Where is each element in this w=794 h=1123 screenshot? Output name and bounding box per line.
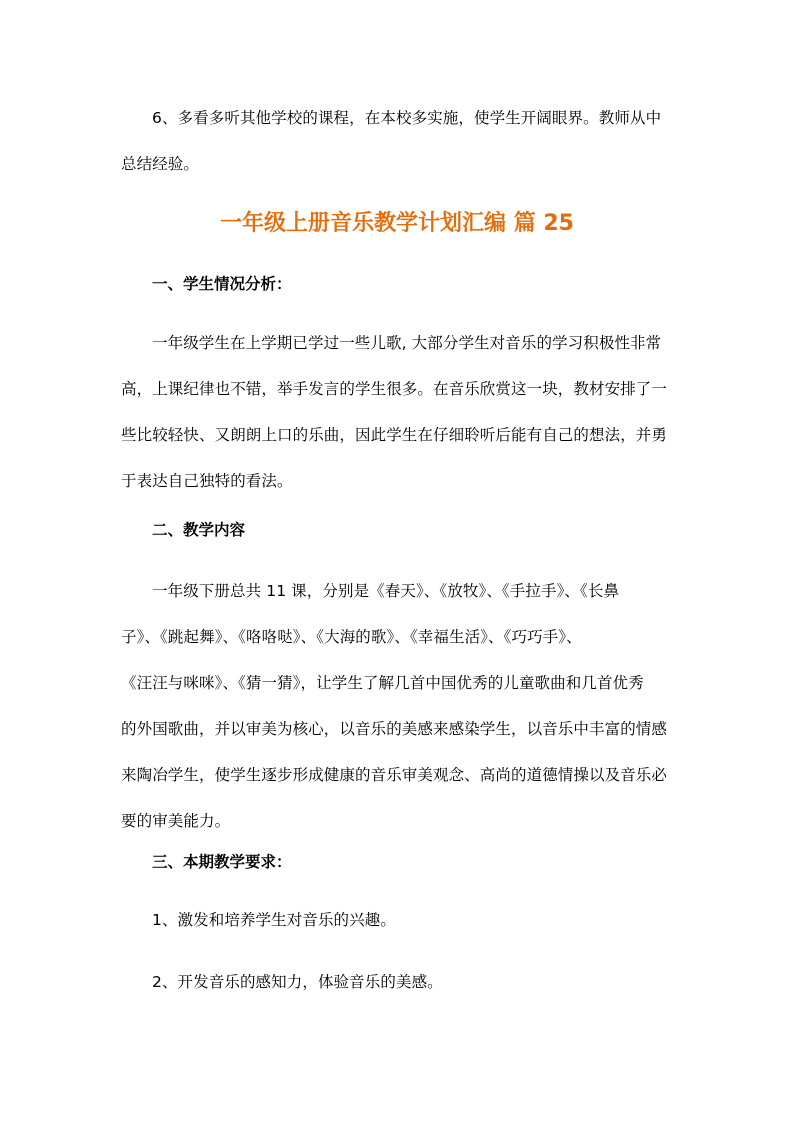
list-item: 2、开发音乐的感知力，体验音乐的美感。: [152, 973, 443, 991]
paragraph-line: 要的审美能力。: [121, 812, 231, 830]
section-title: 一年级上册音乐教学计划汇编 篇 25: [220, 211, 574, 236]
paragraph-line: 6、多看多听其他学校的课程，在本校多实施，使学生开阔眼界。教师从中: [152, 109, 662, 127]
intro-paragraph: [121, 95, 677, 187]
paragraph-line: 总结经验。: [121, 155, 200, 173]
section-heading-requirements: 三、本期教学要求：: [152, 853, 292, 871]
paragraph-line: 一年级下册总共 11 课，分别是《春天》、《放牧》、《手拉手》、《长鼻: [152, 582, 620, 600]
requirement-item: [121, 959, 677, 1005]
paragraph-line: 一年级学生在上学期已学过一些儿歌, 大部分学生对音乐的学习积极性非常: [152, 334, 662, 352]
student-analysis-paragraph: [121, 320, 677, 504]
paragraph-line: 来陶冶学生，使学生逐步形成健康的音乐审美观念、高尚的道德情操以及音乐必: [121, 766, 668, 784]
section-heading-student-analysis: 一、学生情况分析：: [152, 275, 292, 293]
paragraph-line: 的外国歌曲，并以审美为核心，以音乐的美感来感染学生，以音乐中丰富的情感: [121, 720, 668, 738]
paragraph-line: 《汪汪与咪咪》、《猜一猜》，让学生了解几首中国优秀的儿童歌曲和几首优秀: [121, 674, 644, 692]
paragraph-line: 于表达自己独特的看法。: [121, 472, 293, 490]
paragraph-line: 些比较轻快、又朗朗上口的乐曲，因此学生在仔细聆听后能有自己的想法，并勇: [121, 426, 668, 444]
paragraph-line: 子》、《跳起舞》、《咯咯哒》、《大海的歌》、《幸福生活》、《巧巧手》、: [121, 628, 582, 646]
teaching-content-paragraph: [121, 568, 677, 844]
paragraph-line: 高，上课纪律也不错，举手发言的学生很多。在音乐欣赏这一块，教材安排了一: [121, 380, 668, 398]
section-heading-teaching-content: 二、教学内容: [152, 521, 246, 539]
list-item: 1、激发和培养学生对音乐的兴趣。: [152, 911, 396, 929]
requirement-item: [121, 897, 677, 943]
